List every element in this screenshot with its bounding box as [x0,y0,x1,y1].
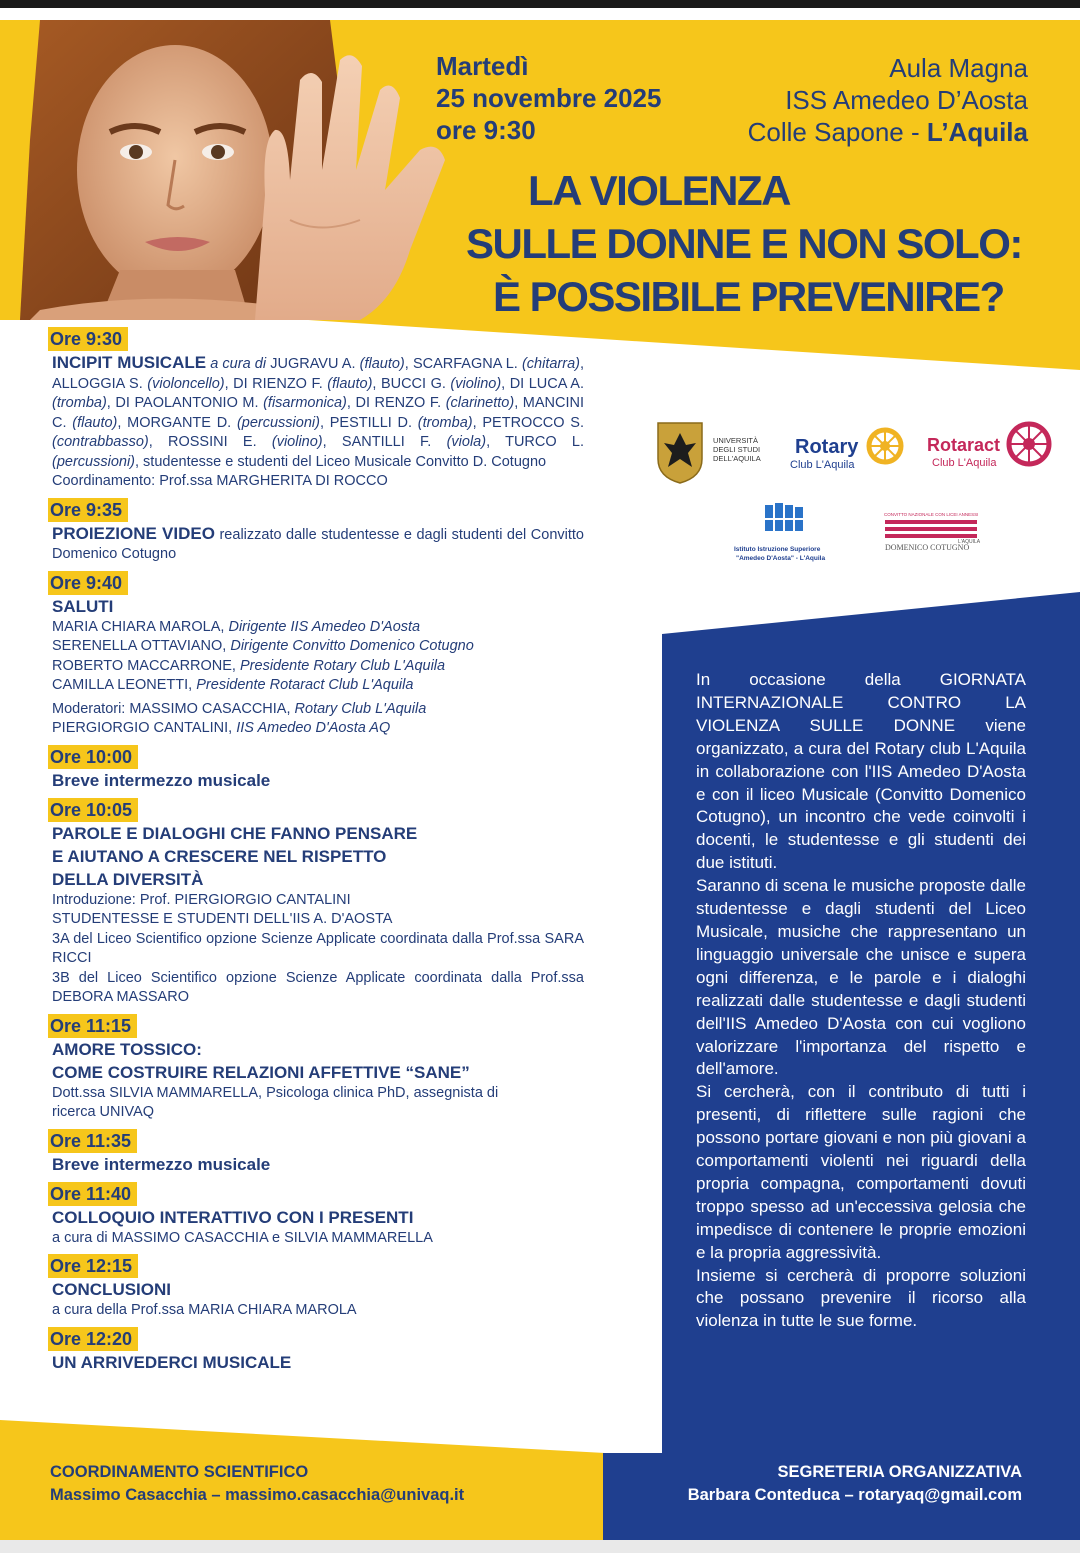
program-time: Ore 11:35 [48,1129,137,1153]
program-item [52,1182,584,1249]
iis-amedeo-logo [734,503,825,562]
rotary-sub: Club L'Aquila [790,459,855,471]
partner-logos [640,415,1070,575]
class-3b: 3B del Liceo Scientifico opzione Scienze Applicate coordinata dalla Prof.ssa DEBORA MASSARO [52,969,584,1005]
organizing-secretariat [688,1461,1022,1507]
program-coordination: Coordinamento: Prof.ssa MARGHERITA DI ROCCO [52,473,388,489]
venue-area: Colle Sapone - [747,117,927,147]
class-3a: 3A del Liceo Scientifico opzione Scienze Applicate coordinata dalla Prof.ssa SARA RICCI [52,930,584,966]
program-title: COLLOQUIO INTERATTIVO CON I PRESENTI [52,1207,414,1227]
venue-school: ISS Amedeo D’Aosta [785,85,1028,115]
program-time: Ore 10:00 [48,745,138,769]
scientific-coordination [50,1461,464,1507]
convitto-name: DOMENICO COTUGNO [885,543,970,552]
program-item [52,327,584,492]
scientific-coordination-title: COORDINAMENTO SCIENTIFICO [50,1463,309,1481]
rotary-name: Rotary [795,436,859,458]
program-time: Ore 10:05 [48,798,138,822]
program-title: SALUTI [52,596,114,616]
program-item [52,571,584,739]
program-time: Ore 12:20 [48,1327,138,1351]
univ-line-1: UNIVERSITÀ [713,436,759,445]
venue-city: L’Aquila [926,117,1028,147]
univ-line-3: DELL'AQUILA [713,454,761,463]
program-item-2-text: PROIEZIONE VIDEO realizzato dalle studentesse e dagli studenti del Convitto Domenico Cotugno [52,523,584,562]
moderator-line: PIERGIORGIO CANTALINI, IIS Amedeo D'Aosta AQ [52,720,391,736]
event-date: 25 novembre 2025 [436,83,662,113]
program-time: Ore 11:40 [48,1182,137,1206]
event-description [696,669,1026,1333]
program-time: Ore 11:15 [48,1014,137,1038]
greeting-line: ROBERTO MACCARRONE, Presidente Rotary Club L'Aquila [52,657,446,674]
program-speaker: Dott.ssa SILVIA MAMMARELLA, Psicologa clinica PhD, assegnista di ricerca UNIVAQ [52,1084,499,1120]
iis-line-1: Istituto Istruzione Superiore [734,546,821,553]
organizing-secretariat-contact: Barbara Conteduca – rotaryaq@gmail.com [687,1486,1022,1504]
program-item [52,1327,584,1374]
event-day: Martedì [436,51,529,81]
program-title: INCIPIT MUSICALE [52,353,207,372]
program-title: Breve intermezzo musicale [52,770,271,790]
description-paragraph: Insieme si cercherà di proporre soluzioni che possano prevenire il ricorso alla violenza in tutte le sue forme. [696,1265,1026,1331]
program-title: Breve intermezzo musicale [52,1154,271,1174]
scientific-coordination-contact: Massimo Casacchia – massimo.casacchia@univaq.it [50,1486,465,1504]
program-title: CONCLUSIONI [52,1280,171,1299]
program-title-line: DELLA DIVERSITÀ [52,869,204,889]
program-intro: Introduzione: Prof. PIERGIORGIO CANTALINI [52,891,351,908]
convitto-cotugno-logo [884,512,981,552]
event-venue-block [748,52,1028,148]
program-time: Ore 9:40 [48,571,128,595]
program-item [52,1129,584,1176]
program-title-line: E AIUTANO A CRESCERE NEL RISPETTO [52,846,387,866]
moderator-line: Moderatori: MASSIMO CASACCHIA, Rotary Club L'Aquila [52,700,427,717]
program-title-line: COME COSTRUIRE RELAZIONI AFFETTIVE “SANE” [52,1062,470,1082]
description-paragraph: Si cercherà, con il contributo di tutti i presenti, di riflettere sulle ragioni che possono portare giovani e non più giovani a comportamenti violenti nei riguardi della propria compagna, comportamenti dovuti troppo spesso ad un'eccessiva gelosia che impedisce di contenere le proprie emozioni e la propria aggressività. [696,1082,1026,1262]
rotary-logo [790,430,901,471]
convitto-small: CONVITTO NAZIONALE CON LICEI ANNESSI [884,512,979,517]
organizing-secretariat-title: SEGRETERIA ORGANIZZATIVA [777,1463,1022,1481]
event-date-block [436,50,661,146]
program-list [52,327,584,1380]
program-curators: a cura della Prof.ssa MARIA CHIARA MAROLA [52,1302,357,1318]
greeting-line: MARIA CHIARA MAROLA, Dirigente IIS Amedeo D'Aosta [52,618,421,635]
iis-line-2: "Amedeo D'Aosta" - L'Aquila [736,555,826,562]
event-time: ore 9:30 [436,115,536,145]
program-item [52,1254,584,1321]
univaq-logo [658,423,761,483]
program-time: Ore 9:30 [48,327,128,351]
woman-stop-gesture-photo [0,20,460,320]
bottom-margin [0,1540,1080,1553]
program-item-1-text: INCIPIT MUSICALE a cura di JUGRAVU A. (flauto), SCARFAGNA L. (chitarra), ALLOGGIA S. (violoncello), DI RIENZO F. (flauto), BUCCI G. (violino), DI LUCA A. (tromba), DI PAOLANTONIO M. (fisarmonica), DI RENZO F. (clarinetto), MANCINI C. (flauto), MORGANTE D. (percussioni), PESTILLI D. (tromba), PETROCCO S. (contrabbasso), ROSSINI E. (violino), SANTILLI F. (viola), TURCO L. (percussioni), studentesse e studenti del Liceo Musicale Convitto D. Cotugno [52,353,585,470]
title-line-3: È POSSIBILE PREVENIRE? [493,273,1004,320]
program-title: UN ARRIVEDERCI MUSICALE [52,1352,292,1372]
rotaract-name: Rotaract [927,435,1001,455]
description-paragraph: Saranno di scena le musiche proposte dalle studentesse e dagli studenti del Liceo Musicale, musiche che rappresentano un linguaggio universale che unisce e supera ogni differenza, e le parole e i dialoghi realizzati dalle studentesse e dagli studenti dell'IIS Amedeo D'Aosta con cui vogliono valorizzare l'importanza del rispetto e dell'amore. [696,876,1026,1079]
title-line-1: LA VIOLENZA [528,167,790,214]
rotaract-logo [927,424,1049,469]
program-title-line: AMORE TOSSICO: [52,1039,202,1059]
title-line-2: SULLE DONNE E NON SOLO: [466,220,1022,267]
program-item [52,498,584,565]
program-time: Ore 12:15 [48,1254,138,1278]
curated-by: a cura di [206,356,271,372]
venue-location [748,116,1028,148]
venue-hall: Aula Magna [889,53,1028,83]
program-title: PROIEZIONE VIDEO [52,523,215,543]
convitto-city: L'AQUILA [958,539,981,545]
univ-line-2: DEGLI STUDI [713,445,761,454]
program-item [52,1014,584,1123]
program-item [52,798,584,1008]
program-title-line: PAROLE E DIALOGHI CHE FANNO PENSARE [52,823,418,843]
program-item [52,745,584,792]
greeting-line: CAMILLA LEONETTI, Presidente Rotaract Club L'Aquila [52,677,414,693]
program-time: Ore 9:35 [48,498,128,522]
greeting-line: SERENELLA OTTAVIANO, Dirigente Convitto Domenico Cotugno [52,638,474,654]
rotaract-sub: Club L'Aquila [932,457,997,469]
description-paragraph: In occasione della GIORNATA INTERNAZIONALE CONTRO LA VIOLENZA SULLE DONNE viene organizzato, a cura del Rotary club L'Aquila in collaborazione con l'IIS Amedeo D'Aosta e con il liceo Musicale (Convitto Domenico Cotugno), un incontro che vede coinvolti i docenti, le studentesse e gli studenti dei due istituti. [696,670,1026,873]
program-students: STUDENTESSE E STUDENTI DELL'IIS A. D'AOSTA [52,911,393,927]
program-curators: a cura di MASSIMO CASACCHIA e SILVIA MAMMARELLA [52,1229,433,1246]
